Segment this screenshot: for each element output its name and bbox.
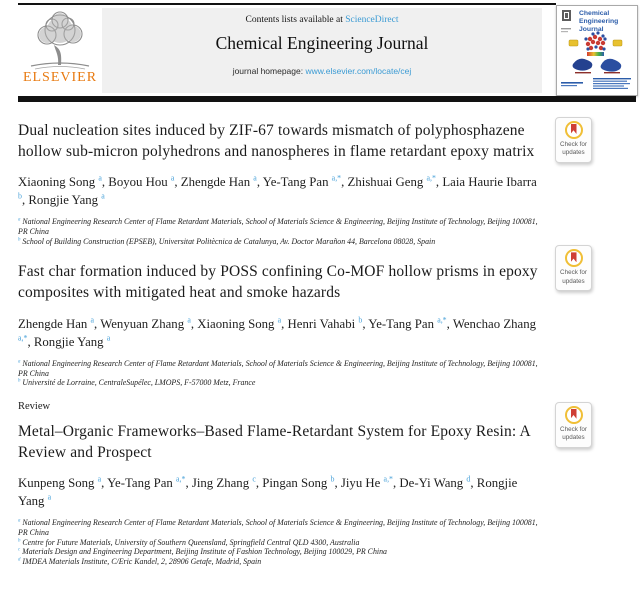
author-name: Pingan Song $^b$ [262, 474, 335, 490]
bookmark-icon [571, 124, 577, 134]
badge-label [556, 426, 591, 442]
author-list: Kunpeng Song $^a$, Ye-Tang Pan $^{a,*}$, Jing Zhang $^c$, Pingan Song $^b$, Jiyu He $^{a,*}$, De-Yi Wang $^d$, Rongjie Yang $^a$ [18, 474, 518, 509]
affiliation-superscript: a [18, 217, 21, 223]
affiliation-superscript: a,* [383, 474, 394, 484]
affiliation-line: $^b$ Université de Lorraine, CentraleSupélec, LMOPS, F-57000 Metz, France [18, 378, 256, 388]
author-name: Ye-Tang Pan $^{a,*}$ [107, 474, 186, 490]
check-for-updates-badge[interactable] [555, 245, 592, 291]
affiliation-line: $^a$ National Engineering Research Center of Flame Retardant Materials, School of Materials Science & Engineering, Beijing Institute of Technology, Beijing 100081, PR China [18, 518, 538, 537]
author-name: Jiyu He $^{a,*}$ [340, 474, 394, 490]
affiliation-superscript: a,* [437, 315, 447, 325]
check-for-updates-badge[interactable] [555, 402, 592, 448]
affiliation-superscript: a,* [426, 173, 436, 183]
top-divider [18, 3, 556, 5]
author-name: Xiaoning Song $^a$ [197, 315, 282, 331]
affiliation-superscript: a [98, 173, 102, 183]
elsevier-logo [16, 8, 104, 94]
author-name: Xiaoning Song $^a$ [18, 173, 102, 190]
article-entry-3 [18, 401, 622, 567]
author-name: Ye-Tang Pan $^{a,*}$ [262, 173, 342, 190]
author-name: Wenchao Zhang $^{a,*}$ [18, 316, 537, 343]
cover-title-line: Chemical [579, 10, 610, 17]
article-entry-2 [18, 261, 622, 387]
cover-title-line: Journal [579, 26, 604, 33]
check-for-updates-badge[interactable] [555, 117, 592, 163]
bookmark-icon [571, 409, 577, 419]
author-name: Kunpeng Song $^a$ [18, 474, 102, 490]
affiliation-list [18, 359, 545, 388]
affiliation-superscript: a [97, 474, 102, 484]
author-name: Rongjie Yang $^a$ [33, 333, 111, 349]
crossmark-icon [565, 121, 583, 139]
badge-label [556, 269, 591, 285]
affiliation-superscript: a [101, 192, 105, 202]
header-divider [18, 96, 636, 102]
affiliation-list [18, 217, 545, 246]
author-name: Henri Vahabi $^b$ [287, 315, 363, 331]
article-kicker: Review [18, 400, 51, 412]
author-name: De-Yi Wang $^d$ [399, 474, 471, 490]
affiliation-line: $^d$ IMDEA Materials Institute, C/Eric Kandel, 2, 28906 Getafe, Madrid, Spain [18, 556, 262, 566]
affiliation-line: $^c$ Materials Design and Engineering Department, Beijing Institute of Fashion Technology, Beijing 100029, PR China [18, 547, 387, 557]
affiliation-superscript: b [18, 537, 21, 543]
affiliation-line: $^b$ School of Building Construction (EPSEB), Universitat Politècnica de Catalunya, Av. Doctor Marañon 44, Barcelona 08028, Spain [18, 236, 436, 246]
journal-title: Chemical Engineering Journal [215, 33, 429, 53]
article-entry-1 [18, 120, 622, 246]
affiliation-line: $^b$ Centre for Future Materials, University of Southern Queensland, Springfield Central QLD 4300, Australia [18, 537, 360, 547]
sciencedirect-link[interactable]: ScienceDirect [345, 15, 399, 25]
crossmark-icon [565, 249, 583, 267]
bookmark-icon [571, 252, 577, 262]
affiliation-superscript: a [170, 173, 175, 183]
article-title: Fast char formation induced by POSS confining Co-MOF hollow prisms in epoxy composites with mitigated heat and smoke hazards [18, 263, 538, 302]
contents-prefix: Contents lists available at [245, 15, 346, 25]
author-list: Xiaoning Song $^a$, Boyou Hou $^a$, Zhengde Han $^a$, Ye-Tang Pan $^{a,*}$, Zhishuai Geng $^{a,*}$, Laia Haurie Ibarra $^b$, Rongjie Yang $^a$ [18, 173, 537, 208]
author-name: Ye-Tang Pan $^{a,*}$ [368, 315, 447, 331]
affiliation-superscript: b [358, 315, 363, 325]
elsevier-tree-icon [16, 8, 104, 72]
affiliation-superscript: b [18, 192, 22, 202]
affiliation-superscript: d [466, 474, 471, 484]
affiliation-superscript: c [252, 474, 256, 484]
author-name: Rongjie Yang $^a$ [28, 192, 105, 208]
article-title: Dual nucleation sites induced by ZIF-67 towards mismatch of polyphosphazene hollow sub-micron polyhedrons and nanospheres in flame retardant epoxy matrix [18, 122, 535, 161]
affiliation-superscript: a,* [331, 173, 342, 183]
author-name: Jing Zhang $^c$ [191, 474, 256, 490]
badge-label-line2: updates [562, 277, 585, 285]
affiliation-superscript: b [330, 474, 335, 484]
journal-banner [102, 8, 542, 93]
badge-label-line1: Check for [560, 425, 587, 433]
journal-cover-thumbnail[interactable] [556, 5, 638, 96]
badge-label-line1: Check for [560, 269, 587, 277]
affiliation-superscript: a [277, 315, 282, 325]
affiliation-superscript: a [18, 518, 21, 524]
homepage-prefix: journal homepage: [232, 66, 306, 76]
article-title: Metal–Organic Frameworks–Based Flame-Retardant System for Epoxy Resin: A Review and Prospect [18, 422, 531, 461]
affiliation-superscript: a [47, 492, 52, 502]
affiliation-superscript: c [18, 547, 21, 553]
affiliation-superscript: a [90, 315, 95, 325]
affiliation-list [18, 518, 545, 566]
author-name: Laia Haurie Ibarra $^b$ [18, 175, 537, 202]
author-name: Rongjie Yang $^a$ [18, 475, 518, 509]
affiliation-superscript: a,* [18, 333, 28, 343]
homepage-line [102, 66, 542, 76]
affiliation-superscript: d [18, 557, 21, 563]
author-name: Zhengde Han $^a$ [180, 173, 257, 190]
affiliation-superscript: a [18, 359, 21, 365]
affiliation-line: $^a$ National Engineering Research Center of Flame Retardant Materials, School of Materials Science & Engineering, Beijing Institute of Technology, Beijing 100081, PR China [18, 358, 538, 378]
affiliation-superscript: a [187, 315, 191, 325]
elsevier-wordmark: ELSEVIER [22, 70, 98, 85]
affiliation-line: $^a$ National Engineering Research Center of Flame Retardant Materials, School of Materials Science & Engineering, Beijing Institute of Technology, Beijing 100081, PR China [18, 217, 538, 237]
author-list: Zhengde Han $^a$, Wenyuan Zhang $^a$, Xiaoning Song $^a$, Henri Vahabi $^b$, Ye-Tang Pan $^{a,*}$, Wenchao Zhang $^{a,*}$, Rongjie Yang $^a$ [18, 315, 537, 349]
crossmark-icon [565, 406, 583, 424]
author-name: Boyou Hou $^a$ [108, 173, 175, 190]
author-name: Zhengde Han $^a$ [18, 315, 95, 331]
affiliation-superscript: a [253, 173, 257, 183]
affiliation-superscript: a [106, 333, 111, 343]
homepage-link[interactable]: www.elsevier.com/locate/cej [305, 66, 412, 76]
affiliation-superscript: b [18, 378, 21, 384]
badge-label-line2: updates [562, 433, 585, 441]
badge-label-line1: Check for [560, 141, 587, 148]
badge-label-line2: updates [562, 149, 585, 157]
author-name: Zhishuai Geng $^{a,*}$ [347, 173, 436, 190]
cover-journal-title [579, 10, 618, 34]
affiliation-superscript: a,* [176, 474, 186, 484]
affiliation-superscript: b [18, 237, 21, 243]
journal-header [0, 0, 640, 104]
contents-line [102, 15, 542, 25]
cover-title-line: Engineering [579, 18, 619, 25]
badge-label [556, 141, 591, 157]
author-name: Wenyuan Zhang $^a$ [100, 315, 191, 331]
